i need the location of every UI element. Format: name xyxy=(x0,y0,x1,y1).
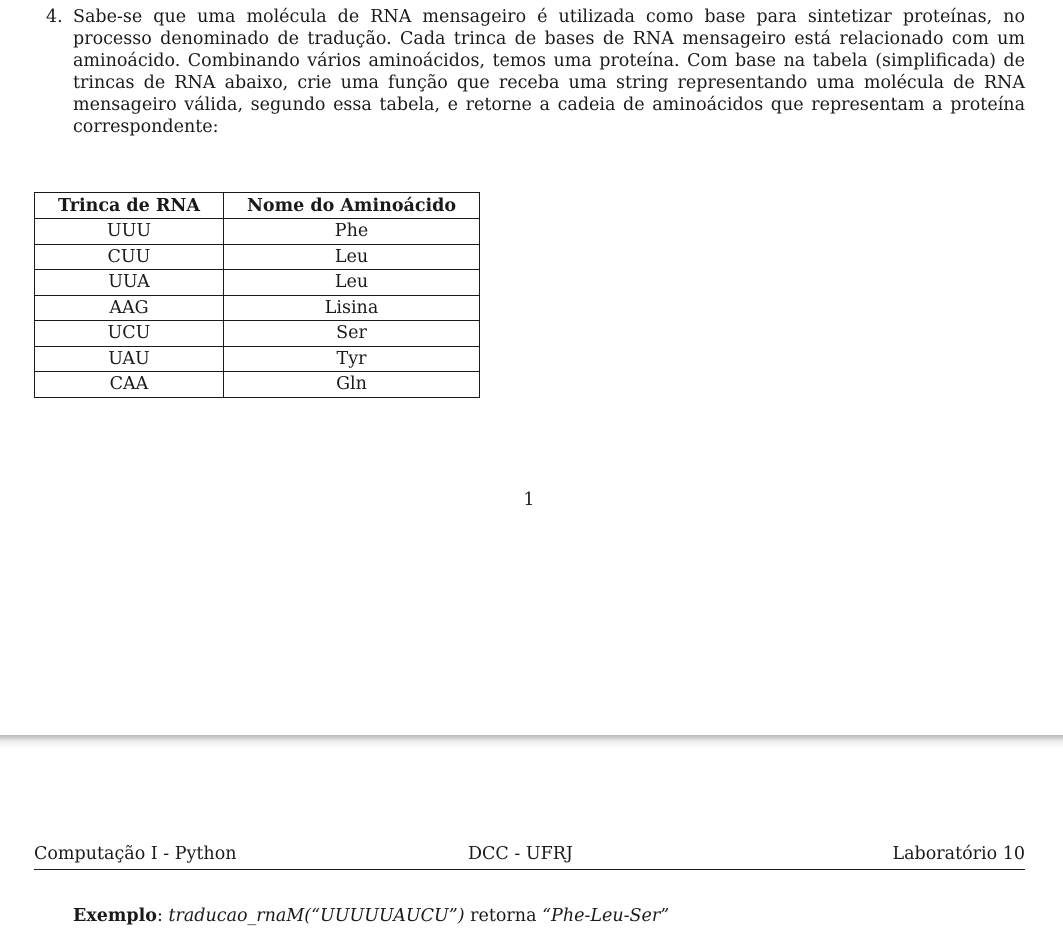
table-header-row xyxy=(35,193,480,219)
example-line xyxy=(73,905,669,927)
table-row xyxy=(35,321,480,347)
page-number: 1 xyxy=(523,490,535,510)
header-department: DCC - UFRJ xyxy=(468,844,573,864)
table-row xyxy=(35,372,480,398)
table-row xyxy=(35,295,480,321)
header-lab: Laboratório 10 xyxy=(892,844,1025,864)
amino-acid-cell: Gln xyxy=(224,372,480,398)
example-label: Exemplo xyxy=(73,906,157,926)
amino-acid-cell: Ser xyxy=(224,321,480,347)
header-rna-triplet: Trinca de RNA xyxy=(35,193,224,219)
example-result: “Phe-Leu-Ser” xyxy=(542,906,670,926)
rna-triplet-cell: AAG xyxy=(35,295,224,321)
example-call: traducao_rnaM(“UUUUUAUCU”) xyxy=(168,906,465,926)
amino-acid-cell: Leu xyxy=(224,270,480,296)
amino-acid-cell: Lisina xyxy=(224,295,480,321)
question-number: 4. xyxy=(46,7,63,27)
rna-triplet-cell: UUA xyxy=(35,270,224,296)
page-separator xyxy=(0,735,1063,749)
amino-acid-cell: Tyr xyxy=(224,346,480,372)
example-returns-word: retorna xyxy=(470,906,537,926)
header-amino-acid-name: Nome do Aminoácido xyxy=(224,193,480,219)
page-header xyxy=(34,843,1025,870)
amino-acid-cell: Leu xyxy=(224,244,480,270)
table-row xyxy=(35,244,480,270)
rna-table xyxy=(34,192,480,398)
amino-acid-cell: Phe xyxy=(224,219,480,245)
rna-triplet-cell: UUU xyxy=(35,219,224,245)
table-row xyxy=(35,219,480,245)
header-course: Computação I - Python xyxy=(34,844,237,864)
table-row xyxy=(35,270,480,296)
table-row xyxy=(35,346,480,372)
rna-triplet-cell: UCU xyxy=(35,321,224,347)
example-separator: : xyxy=(156,906,163,926)
rna-triplet-cell: CUU xyxy=(35,244,224,270)
rna-triplet-cell: CAA xyxy=(35,372,224,398)
rna-triplet-cell: UAU xyxy=(35,346,224,372)
question-text: Sabe-se que uma molécula de RNA mensageiro é utilizada como base para sintetizar proteínas, no processo denominado de tradução. Cada trinca de bases de RNA mensageiro está relacionado com um aminoácido. Combinando vários aminoácidos, temos uma proteína. Com base na tabela (simplificada) de trincas de RNA abaixo, crie uma função que receba uma string representando uma molécula de RNA mensageiro válida, segundo essa tabela, e retorne a cadeia de aminoácidos que representam a proteína correspondente: xyxy=(73,7,1025,137)
